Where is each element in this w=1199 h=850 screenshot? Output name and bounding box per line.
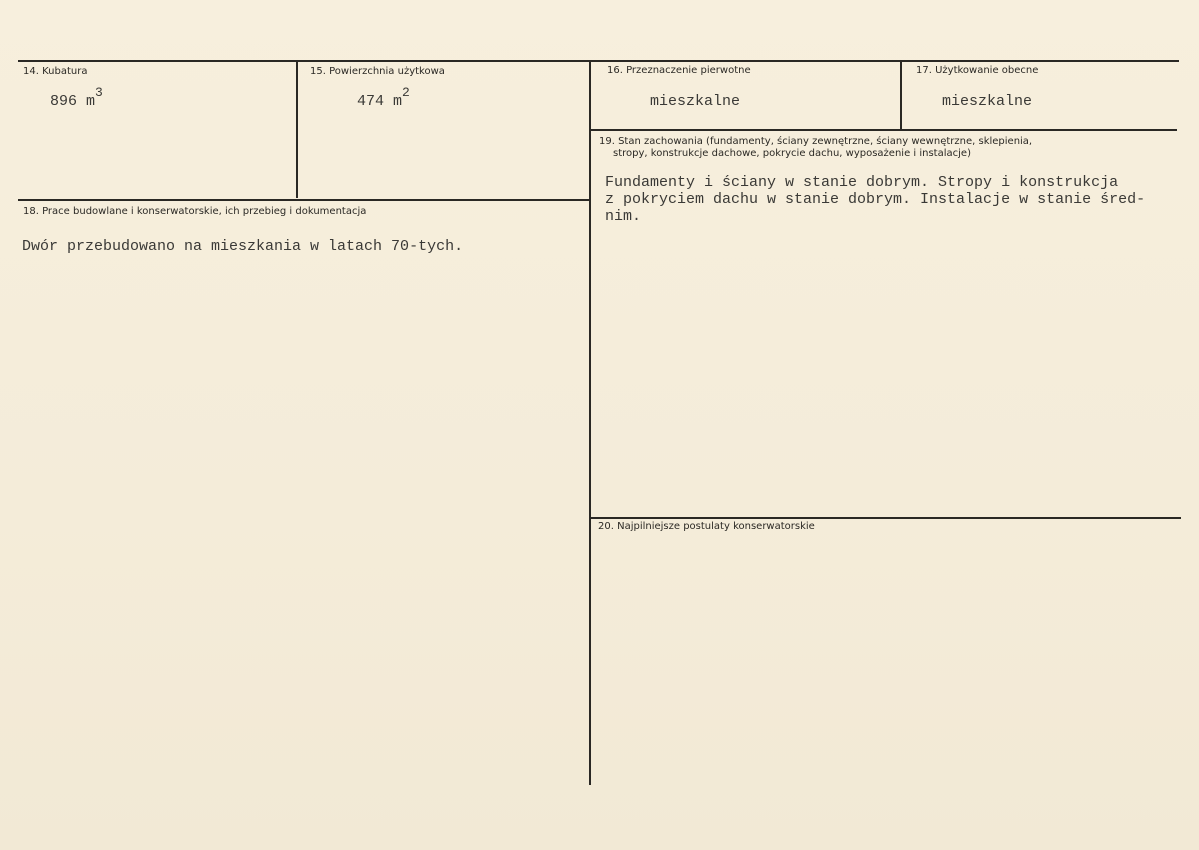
- divider-left-right: [589, 61, 591, 785]
- divider-14-15: [296, 61, 298, 198]
- field-19-value-line2: z pokryciem dachu w stanie dobrym. Instalacje w stanie śred-: [605, 191, 1146, 208]
- rule-under-14-15: [18, 199, 590, 201]
- field-14-label: 14. Kubatura: [23, 66, 88, 77]
- divider-16-17: [900, 61, 902, 129]
- top-rule: [18, 60, 1179, 62]
- field-16-label: 16. Przeznaczenie pierwotne: [607, 65, 751, 76]
- field-17-label: 17. Użytkowanie obecne: [916, 65, 1039, 76]
- field-20-label: 20. Najpilniejsze postulaty konserwatorskie: [598, 521, 815, 532]
- rule-under-16-17: [590, 129, 1177, 131]
- rule-above-20: [590, 517, 1181, 519]
- field-14-number: 896 m: [50, 93, 96, 110]
- field-19-value-line1: Fundamenty i ściany w stanie dobrym. Stropy i konstrukcja: [605, 174, 1119, 191]
- field-18-value: Dwór przebudowano na mieszkania w latach 70-tych.: [22, 238, 464, 255]
- field-15-number: 474 m: [357, 93, 403, 110]
- field-15-label: 15. Powierzchnia użytkowa: [310, 66, 445, 77]
- field-18-label: 18. Prace budowlane i konserwatorskie, ich przebieg i dokumentacja: [23, 206, 367, 217]
- field-19-label-line2: stropy, konstrukcje dachowe, pokrycie dachu, wyposażenie i instalacje): [613, 148, 971, 159]
- field-16-value: mieszkalne: [650, 93, 741, 110]
- field-19-label-line1: 19. Stan zachowania (fundamenty, ściany zewnętrzne, ściany wewnętrzne, sklepienia,: [599, 136, 1033, 147]
- field-15-exponent: 2: [402, 85, 410, 100]
- field-15-value: [357, 85, 410, 110]
- field-17-value: mieszkalne: [942, 93, 1033, 110]
- field-14-value: [50, 85, 103, 110]
- field-14-exponent: 3: [95, 85, 103, 100]
- field-19-value-line3: nim.: [605, 208, 642, 225]
